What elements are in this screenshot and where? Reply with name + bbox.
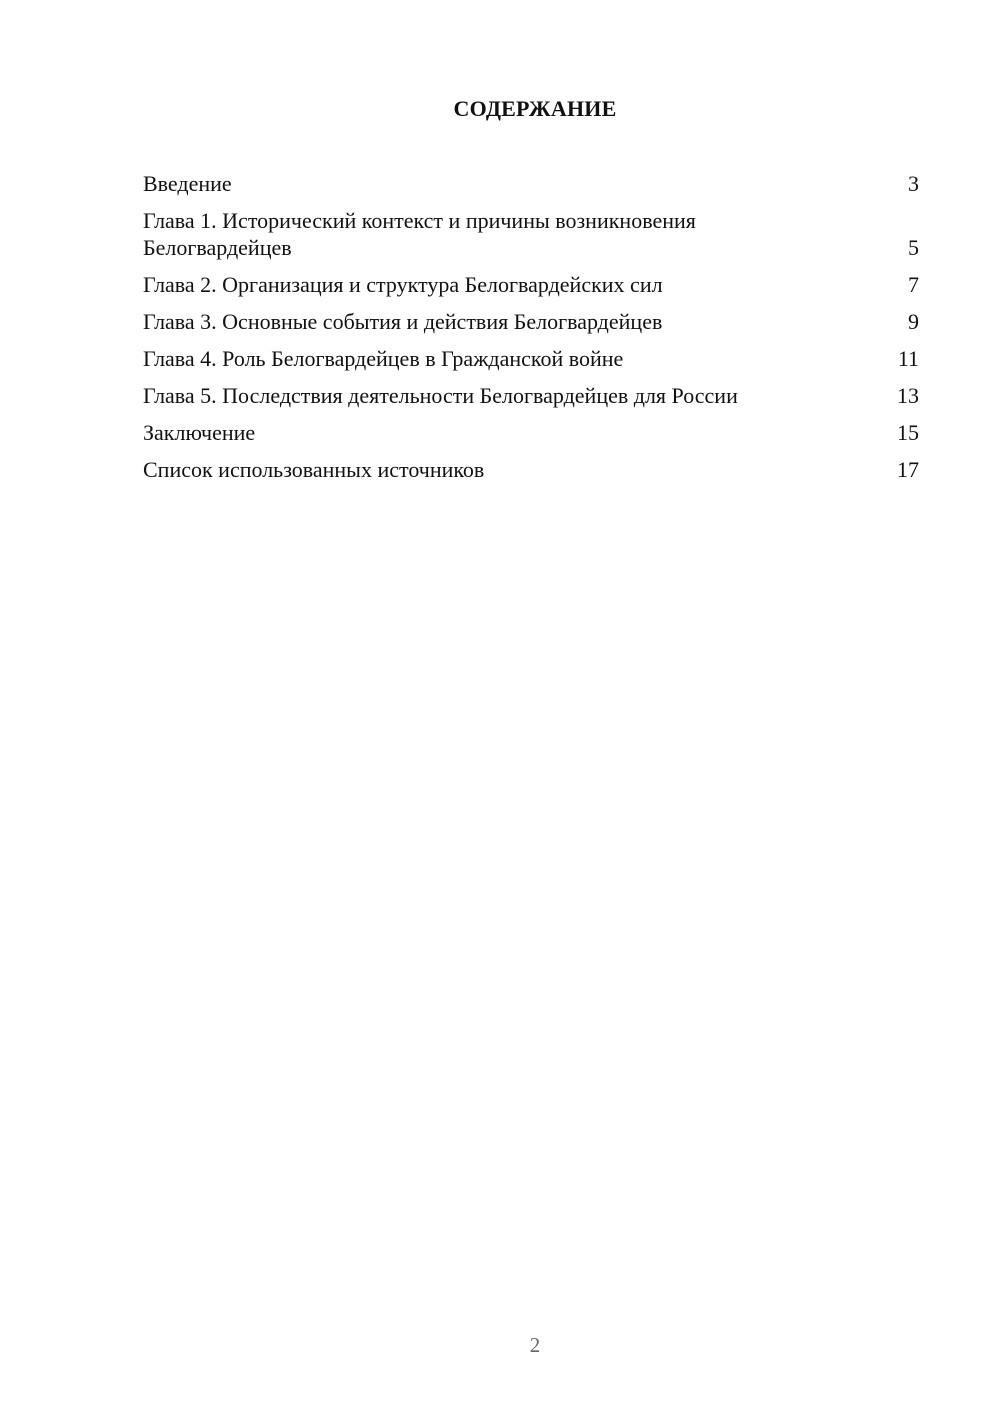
- toc-entry-chapter-3: [143, 308, 919, 335]
- toc-entry-conclusion: [143, 419, 919, 446]
- toc-entry-introduction: [143, 170, 919, 197]
- toc-entry-label: Глава 2. Организация и структура Белогвардейских сил: [143, 272, 663, 297]
- toc-entry-page: 7: [908, 272, 919, 297]
- toc-entry-page: 15: [897, 420, 919, 445]
- page-title: СОДЕРЖАНИЕ: [453, 96, 617, 121]
- table-of-contents: [143, 170, 919, 493]
- toc-entry-page: 13: [897, 383, 919, 408]
- toc-entry-references: [143, 456, 919, 483]
- toc-entry-label: Глава 3. Основные события и действия Белогвардейцев: [143, 309, 663, 334]
- toc-entry-label: Глава 1. Исторический контекст и причины возникновения Белогвардейцев: [143, 208, 696, 260]
- toc-entry-label: Заключение: [143, 420, 256, 445]
- toc-entry-page: 3: [908, 171, 919, 196]
- toc-entry-page: 5: [908, 235, 919, 260]
- toc-entry-page: 11: [897, 346, 919, 371]
- toc-entry-label: Введение: [143, 171, 232, 196]
- toc-entry-chapter-4: [143, 345, 919, 372]
- toc-entry-page: 17: [897, 457, 919, 482]
- toc-entry-chapter-5: [143, 382, 919, 409]
- toc-entry-label: Глава 4. Роль Белогвардейцев в Гражданской войне: [143, 346, 624, 371]
- toc-entry-chapter-2: [143, 271, 919, 298]
- toc-entry-page: 9: [908, 309, 919, 334]
- toc-entry-chapter-1: [143, 207, 919, 261]
- toc-entry-label: Список использованных источников: [143, 457, 485, 482]
- toc-entry-label: Глава 5. Последствия деятельности Белогвардейцев для России: [143, 383, 738, 408]
- page-number: 2: [529, 1333, 541, 1357]
